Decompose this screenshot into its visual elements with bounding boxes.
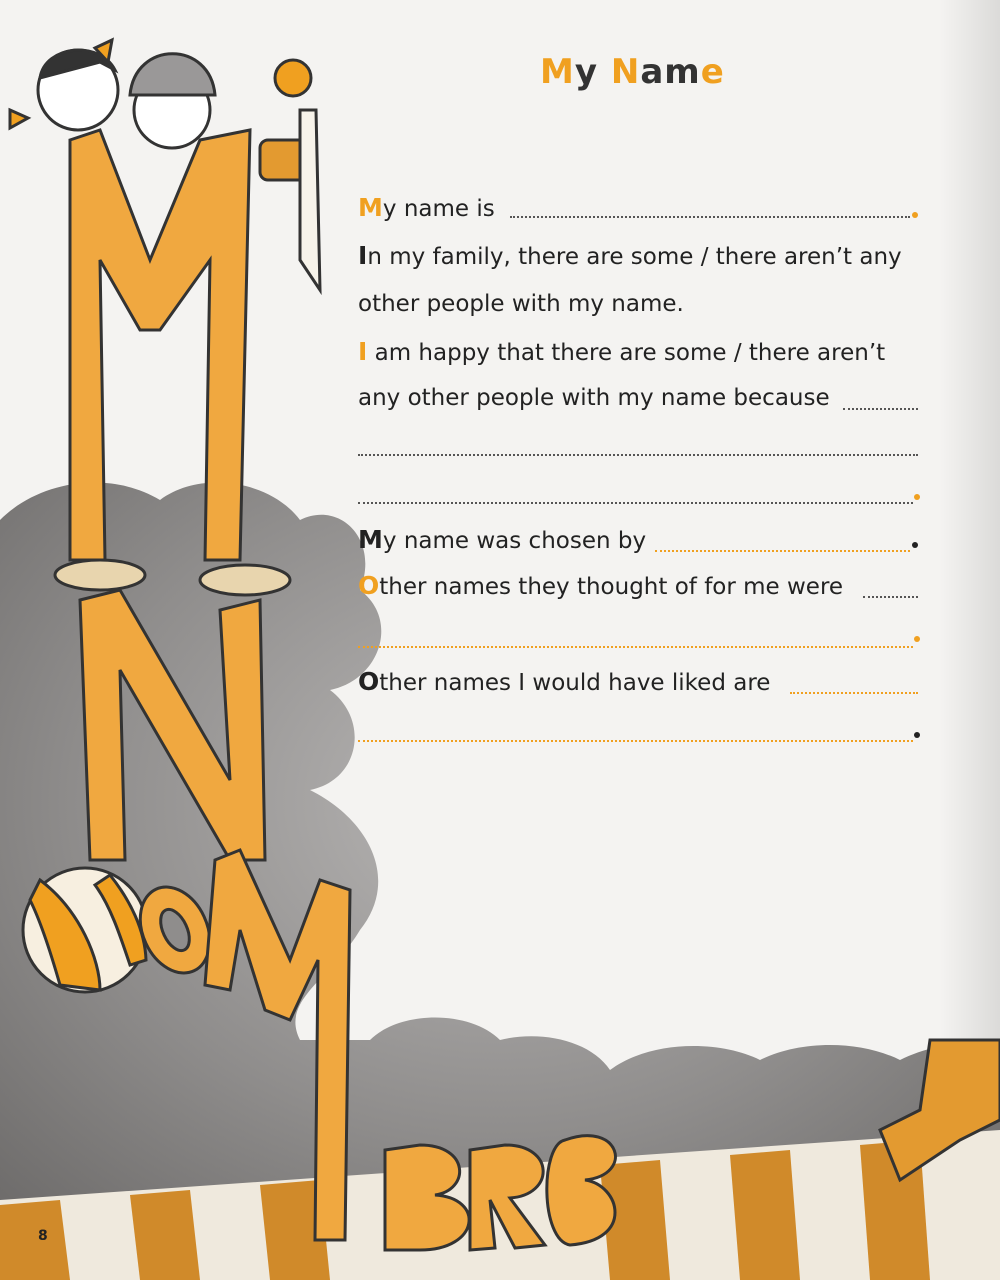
line-cap: I <box>358 241 368 270</box>
line-other-names-thought <box>358 566 843 606</box>
period-dot <box>914 636 920 642</box>
blank-chosen-by[interactable] <box>655 550 910 552</box>
line-because <box>358 378 830 418</box>
title-cap-n: N <box>610 52 641 92</box>
line-text: am happy that there are some / there aren’t <box>367 340 886 366</box>
line-text: n my family, there are some / there aren’t any <box>367 244 902 270</box>
line-other-people <box>358 284 684 324</box>
line-cap: O <box>358 667 380 696</box>
line-my-name-is <box>358 188 495 228</box>
line-text: y name is <box>382 196 495 222</box>
line-liked <box>358 662 770 702</box>
title-cap-m: M <box>540 52 575 92</box>
beach-ball <box>23 868 147 992</box>
line-happy <box>358 332 885 372</box>
page-title <box>540 52 725 92</box>
period-dot <box>914 494 920 500</box>
line-cap: M <box>358 525 383 554</box>
period-dot <box>914 732 920 738</box>
line-chosen-by <box>358 520 646 560</box>
children-heads <box>10 40 311 148</box>
line-family <box>358 236 902 276</box>
blank-liked-2[interactable] <box>358 740 913 742</box>
blank-thought-2[interactable] <box>358 646 913 648</box>
blank-thought-1[interactable] <box>863 596 918 598</box>
line-cap: M <box>358 193 383 222</box>
title-text-1: y <box>574 52 611 92</box>
blank-because-1[interactable] <box>843 408 918 410</box>
line-text: any other people with my name because <box>358 385 830 411</box>
line-text: other people with my name. <box>358 291 684 317</box>
line-text: ther names I would have liked are <box>379 670 771 696</box>
line-text: ther names they thought of for me were <box>379 574 844 600</box>
period-dot <box>912 212 918 218</box>
blank-name[interactable] <box>510 216 910 218</box>
line-cap: I <box>358 337 368 366</box>
blank-because-3[interactable] <box>358 502 913 504</box>
title-text-2: am <box>640 52 701 92</box>
title-cap-e: e <box>700 52 725 92</box>
line-text: y name was chosen by <box>382 528 647 554</box>
page-number: 8 <box>38 1228 48 1244</box>
blank-because-2[interactable] <box>358 454 918 456</box>
blank-liked-1[interactable] <box>790 692 918 694</box>
line-cap: O <box>358 571 380 600</box>
period-dot <box>912 542 918 548</box>
